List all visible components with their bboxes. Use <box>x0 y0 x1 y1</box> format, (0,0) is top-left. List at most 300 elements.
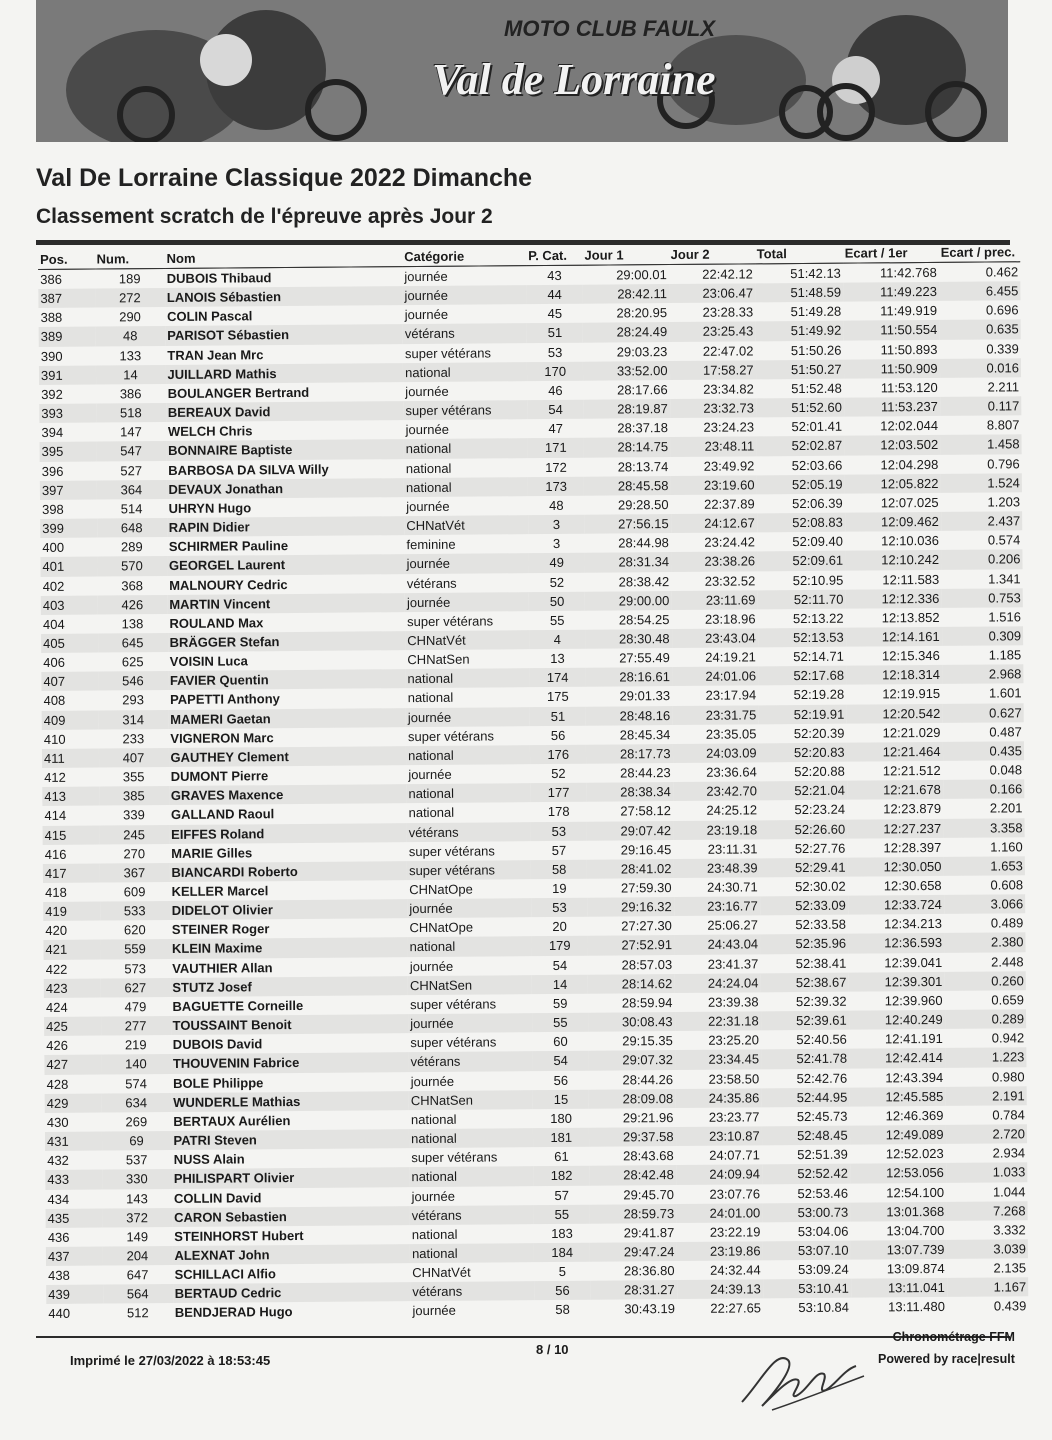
cell-nom: BEREAUX David <box>166 401 404 422</box>
cell-pos: 415 <box>43 825 100 845</box>
cell-jour2: 23:17.94 <box>705 687 757 704</box>
cell-total: 52:44.95 <box>761 1087 849 1107</box>
cell-categorie: national <box>406 783 530 803</box>
cell-total: 52:23.24 <box>794 802 846 818</box>
cell-total: 51:49.92 <box>755 321 843 341</box>
cell-nom: UHRYN Hugo <box>168 500 252 516</box>
cell-num: 339 <box>123 807 145 823</box>
cell-ecart-prec: 1.601 <box>988 685 1022 701</box>
cell-pcat: 59 <box>552 995 568 1011</box>
cell-pcat: 44 <box>526 285 582 305</box>
cell-pcat: 3 <box>528 515 584 535</box>
cell-pos: 390 <box>40 348 63 364</box>
cell-ecart-1er: 12:52.023 <box>885 1146 944 1162</box>
cell-ecart-prec: 0.462 <box>985 264 1019 280</box>
cell-jour2: 23:35.05 <box>705 726 757 742</box>
cell-nom: BERTAUX Aurélien <box>173 1112 291 1129</box>
cell-num: 245 <box>99 825 169 845</box>
cell-jour2: 23:24.23 <box>703 419 755 436</box>
cell-nom: EIFFES Roland <box>169 823 407 844</box>
cell-nom: COLIN Pascal <box>166 308 253 325</box>
cell-nom: VAUTHIER Allan <box>172 959 273 976</box>
cell-jour2: 24:01.06 <box>672 667 758 687</box>
cell-num: 138 <box>121 615 144 632</box>
cell-ecart-1er: 13:09.874 <box>886 1261 945 1277</box>
cell-categorie: national <box>409 1166 533 1186</box>
cell-jour1: 30:43.19 <box>624 1301 675 1317</box>
cell-pos: 428 <box>46 1076 69 1092</box>
cell-nom: BOULANGER Bertrand <box>167 384 310 401</box>
cell-ecart-prec: 0.206 <box>941 550 1023 570</box>
cell-jour2: 24:09.94 <box>676 1165 762 1185</box>
cell-jour1: 28:13.74 <box>617 458 669 475</box>
cell-total: 52:05.19 <box>756 474 844 494</box>
cell-pcat: 55 <box>532 1013 588 1033</box>
cell-nom: NUSS Alain <box>173 1151 245 1168</box>
cell-jour2: 23:16.77 <box>674 897 760 917</box>
cell-num: 559 <box>100 939 170 959</box>
cell-pcat: 53 <box>547 344 563 360</box>
cell-num: 645 <box>98 633 168 653</box>
cell-ecart-1er: 11:42.768 <box>879 264 937 281</box>
cell-categorie: vétérans <box>406 575 457 591</box>
cell-pcat: 183 <box>551 1225 573 1241</box>
cell-ecart-1er: 12:05.822 <box>844 474 940 494</box>
cell-jour2: 23:36.64 <box>706 764 757 780</box>
cell-ecart-prec: 1.160 <box>990 838 1023 855</box>
cell-ecart-prec: 6.455 <box>939 281 1021 301</box>
cell-pcat: 179 <box>532 936 588 956</box>
cell-pcat: 57 <box>551 842 567 858</box>
cell-ecart-1er: 12:21.029 <box>882 724 941 741</box>
cell-jour1: 27:52.91 <box>588 935 674 955</box>
col-header-ecart-prec: Ecart / prec. <box>939 239 1021 262</box>
cell-nom: KLEIN Maxime <box>170 938 408 959</box>
cell-nom: SCHILLACI Alfio <box>174 1266 276 1283</box>
cell-num: 330 <box>102 1169 172 1189</box>
cell-pos: 424 <box>45 999 68 1015</box>
cell-pcat: 174 <box>529 668 585 688</box>
cell-jour1: 28:17.73 <box>586 744 672 764</box>
col-header-total: Total <box>755 241 843 264</box>
cell-jour2: 24:01.00 <box>676 1203 762 1223</box>
cell-total: 53:04.06 <box>797 1223 849 1239</box>
cell-total: 52:48.45 <box>762 1126 850 1146</box>
cell-jour2: 23:58.50 <box>708 1070 760 1087</box>
cell-nom: BERTAUD Cedric <box>173 1282 411 1303</box>
cell-categorie: national <box>406 745 530 765</box>
cell-ecart-1er: 12:34.213 <box>884 916 942 932</box>
cell-categorie: journée <box>407 898 531 918</box>
cell-jour1: 28:38.34 <box>587 782 673 802</box>
cell-jour2: 23:34.82 <box>703 381 754 397</box>
cell-jour2: 23:32.73 <box>670 398 756 418</box>
cell-nom: GAUTHEY Clement <box>168 746 406 767</box>
cell-categorie: national <box>408 937 532 957</box>
cell-num: 204 <box>102 1246 172 1266</box>
cell-ecart-1er: 12:02.044 <box>880 418 939 434</box>
cell-pcat: 58 <box>555 1302 570 1318</box>
cell-pcat: 52 <box>549 574 565 590</box>
cell-nom: MARTIN Vincent <box>167 593 405 614</box>
cell-jour1: 29:00.01 <box>616 267 667 283</box>
cell-jour1: 28:44.23 <box>620 765 671 781</box>
cell-pcat: 176 <box>530 745 586 765</box>
cell-categorie: national <box>404 477 528 497</box>
cell-ecart-prec: 0.166 <box>943 779 1025 799</box>
cell-pos: 392 <box>41 386 63 402</box>
cell-jour1: 29:41.87 <box>623 1224 675 1241</box>
cell-ecart-1er: 11:50.554 <box>843 320 939 340</box>
cell-pcat: 50 <box>529 591 585 611</box>
cell-ecart-1er: 12:11.583 <box>882 571 940 587</box>
cell-total: 52:38.67 <box>760 972 848 992</box>
cell-num: 564 <box>103 1284 173 1304</box>
cell-nom: ROULAND Max <box>169 615 264 631</box>
cell-pcat: 52 <box>551 765 566 782</box>
cell-pos: 393 <box>39 404 96 424</box>
page-subtitle: Classement scratch de l'épreuve après Jour 2 <box>36 205 493 228</box>
cell-pcat: 171 <box>528 438 584 458</box>
cell-total: 52:03.66 <box>791 457 843 473</box>
cell-ecart-prec: 2.448 <box>991 953 1024 970</box>
cell-ecart-1er: 12:28.397 <box>883 839 942 856</box>
cell-total: 52:20.88 <box>794 763 845 780</box>
cell-jour2: 23:49.92 <box>703 457 755 474</box>
cell-total: 52:13.22 <box>792 610 844 626</box>
cell-pcat: 54 <box>532 1051 588 1071</box>
cell-ecart-1er: 11:53.237 <box>844 397 940 417</box>
cell-pos: 420 <box>45 923 68 939</box>
page-title: Val De Lorraine Classique 2022 Dimanche <box>36 164 533 192</box>
cell-categorie: vétérans <box>410 1205 534 1225</box>
cell-ecart-prec: 2.720 <box>946 1124 1028 1144</box>
cell-pcat: 54 <box>527 400 583 420</box>
cell-ecart-prec: 0.696 <box>985 302 1019 318</box>
cell-ecart-prec: 1.516 <box>988 609 1021 625</box>
cell-total: 51:50.26 <box>790 342 842 358</box>
cell-ecart-1er: 12:21.678 <box>847 780 943 800</box>
cell-ecart-prec: 0.608 <box>990 877 1024 893</box>
event-logo-text: Val de Lorraine <box>432 55 716 104</box>
cell-ecart-1er: 12:10.036 <box>881 533 939 549</box>
cell-jour2: 23:10.87 <box>675 1126 761 1146</box>
cell-jour2: 24:35.86 <box>675 1088 761 1108</box>
cell-nom: GALLAND Raoul <box>170 806 275 823</box>
cell-ecart-prec: 2.211 <box>987 379 1020 395</box>
cell-jour1: 28:31.34 <box>585 552 671 572</box>
cell-jour2: 22:27.65 <box>710 1300 762 1317</box>
cell-ecart-1er: 12:21.464 <box>847 742 943 762</box>
cell-num: 537 <box>125 1152 148 1168</box>
cell-nom: THOUVENIN Fabrice <box>171 1053 409 1074</box>
cell-jour1: 29:28.50 <box>617 496 669 513</box>
cell-num: 573 <box>124 960 147 976</box>
cell-total: 53:09.24 <box>798 1261 849 1278</box>
cell-nom: DEVAUX Jonathan <box>166 478 404 499</box>
cell-categorie: national <box>409 1128 533 1148</box>
cell-pos: 429 <box>45 1093 102 1113</box>
cell-jour1: 27:27.30 <box>621 918 672 934</box>
cell-jour1: 28:19.87 <box>584 399 670 419</box>
cell-jour2: 23:42.70 <box>673 782 759 802</box>
cell-jour2: 24:39.13 <box>677 1280 763 1300</box>
cell-categorie: journée <box>410 1073 455 1089</box>
cell-num: 625 <box>121 654 144 670</box>
cell-ecart-prec: 2.135 <box>993 1260 1027 1276</box>
cell-ecart-prec: 8.807 <box>986 417 1020 433</box>
cell-pos: 401 <box>40 557 97 577</box>
cell-categorie: feminine <box>406 536 456 553</box>
cell-pos: 395 <box>40 442 97 462</box>
cell-pcat: 45 <box>547 306 563 322</box>
cell-pcat: 55 <box>534 1204 590 1224</box>
cell-ecart-1er: 12:03.502 <box>844 435 940 455</box>
cell-pos: 440 <box>48 1306 71 1322</box>
cell-pos: 407 <box>41 672 98 692</box>
cell-ecart-1er: 12:19.915 <box>882 686 941 702</box>
cell-num: 189 <box>118 271 141 287</box>
cell-pos: 400 <box>42 539 65 556</box>
cell-total: 53:10.41 <box>763 1279 851 1299</box>
cell-total: 52:29.41 <box>759 858 847 878</box>
cell-jour2: 23:19.86 <box>676 1241 762 1261</box>
cell-categorie: super vétérans <box>408 843 495 859</box>
cell-pos: 430 <box>46 1114 69 1130</box>
cell-jour2: 23:31.75 <box>672 705 758 725</box>
cell-total: 52:51.39 <box>797 1146 848 1163</box>
cell-jour1: 28:17.66 <box>617 381 668 398</box>
cell-jour1: 28:44.26 <box>622 1071 674 1087</box>
cell-categorie: CHNatOpe <box>409 881 473 898</box>
cell-jour1: 29:03.23 <box>616 343 668 360</box>
cell-pos: 419 <box>43 902 100 922</box>
cell-ecart-1er: 12:18.314 <box>846 665 942 685</box>
cell-pos: 412 <box>44 769 66 786</box>
cell-jour2: 23:22.19 <box>709 1224 761 1240</box>
cell-nom: CARON Sebastien <box>172 1206 410 1227</box>
cell-pos: 394 <box>41 425 64 441</box>
cell-ecart-prec: 1.458 <box>940 435 1022 455</box>
cell-pcat: 5 <box>558 1264 566 1280</box>
cell-num: 293 <box>122 692 144 708</box>
cell-pos: 404 <box>42 616 65 632</box>
cell-jour1: 28:42.48 <box>590 1165 676 1185</box>
cell-total: 53:00.73 <box>762 1202 850 1222</box>
cell-jour2: 24:43.04 <box>674 935 760 955</box>
powered-by: Powered by race|result <box>878 1352 1015 1366</box>
cell-pcat: 54 <box>552 957 568 973</box>
cell-pos: 431 <box>45 1132 102 1152</box>
cell-ecart-prec: 1.167 <box>947 1278 1029 1298</box>
cell-jour1: 29:47.24 <box>590 1242 676 1262</box>
cell-pcat: 43 <box>547 267 562 284</box>
cell-nom: FAVIER Quentin <box>168 669 406 690</box>
cell-jour2: 23:18.96 <box>704 611 756 627</box>
cell-jour1: 29:37.58 <box>589 1127 675 1147</box>
cell-num: 574 <box>125 1075 147 1091</box>
cell-nom: DUMONT Pierre <box>170 768 269 785</box>
cell-num: 364 <box>96 480 166 500</box>
cell-num: 407 <box>98 748 168 768</box>
cell-categorie: CHNatVét <box>404 515 528 535</box>
handwritten-signature <box>732 1340 872 1416</box>
cell-ecart-1er: 12:49.089 <box>850 1125 946 1145</box>
cell-jour1: 33:52.00 <box>583 361 669 381</box>
cell-ecart-1er: 12:54.100 <box>886 1184 945 1200</box>
cell-ecart-prec: 0.048 <box>989 762 1023 778</box>
cell-pos: 433 <box>45 1170 102 1190</box>
cell-jour1: 28:16.61 <box>586 667 672 687</box>
cell-jour1: 28:42.11 <box>583 284 669 304</box>
cell-categorie: CHNatVét <box>412 1264 471 1281</box>
cell-total: 52:19.91 <box>758 704 846 724</box>
cell-total: 52:39.32 <box>795 993 847 1010</box>
cell-total: 52:02.87 <box>756 436 844 456</box>
cell-pos: 403 <box>41 595 98 615</box>
cell-ecart-prec: 0.260 <box>944 971 1026 991</box>
cell-ecart-1er: 12:10.242 <box>845 550 941 570</box>
cell-ecart-prec: 0.942 <box>991 1030 1025 1046</box>
cell-nom: PAPETTI Anthony <box>170 691 280 708</box>
cell-jour2: 24:19.21 <box>705 649 756 665</box>
cell-ecart-prec: 2.191 <box>945 1086 1027 1106</box>
cell-num: 272 <box>95 288 165 308</box>
cell-ecart-1er: 12:21.512 <box>882 762 941 779</box>
cell-num: 290 <box>119 309 141 325</box>
cell-categorie: journée <box>402 285 526 305</box>
cell-ecart-1er: 12:13.852 <box>881 609 940 626</box>
cell-pos: 391 <box>39 365 96 385</box>
cell-nom: JUILLARD Mathis <box>165 363 403 384</box>
cell-jour2: 23:11.69 <box>671 590 757 610</box>
cell-nom: TRAN Jean Mrc <box>167 346 264 363</box>
cell-jour2: 23:48.39 <box>673 858 759 878</box>
col-header-pos: Pos. <box>38 247 95 270</box>
cell-ecart-1er: 12:39.960 <box>884 992 943 1009</box>
cell-jour1: 29:00.00 <box>585 591 671 611</box>
cell-categorie: super vétérans <box>404 345 492 361</box>
cell-pcat: 180 <box>550 1110 573 1126</box>
cell-pcat: 184 <box>534 1243 590 1263</box>
cell-categorie: journée <box>412 1303 456 1319</box>
cell-nom: TOUSSAINT Benoit <box>171 1014 409 1035</box>
cell-ecart-prec: 1.185 <box>988 647 1022 663</box>
cell-jour2: 23:19.18 <box>673 820 759 840</box>
cell-ecart-1er: 13:11.480 <box>888 1299 946 1315</box>
cell-pos: 418 <box>45 884 67 900</box>
cell-pcat: 170 <box>527 362 583 382</box>
cell-jour1: 29:16.45 <box>620 841 672 858</box>
cell-ecart-prec: 1.524 <box>940 473 1022 493</box>
cell-ecart-prec: 0.796 <box>987 455 1020 472</box>
cell-nom: STEINER Roger <box>171 921 270 938</box>
cell-pos: 426 <box>46 1038 69 1054</box>
cell-num: 219 <box>124 1037 147 1053</box>
cell-num: 133 <box>119 347 142 363</box>
cell-nom: STEINHORST Hubert <box>174 1227 304 1244</box>
cell-categorie: super vétérans <box>410 996 497 1013</box>
cell-ecart-1er: 12:14.161 <box>846 627 942 647</box>
cell-jour2: 23:11.31 <box>707 841 758 857</box>
cell-jour2: 23:39.38 <box>707 994 759 1010</box>
cell-ecart-prec: 0.487 <box>989 724 1022 740</box>
cell-categorie: super vétérans <box>407 728 495 744</box>
cell-pos: 416 <box>44 846 67 862</box>
cell-jour2: 23:28.33 <box>702 304 754 321</box>
cell-ecart-1er: 12:39.041 <box>884 954 943 970</box>
cell-categorie: CHNatSen <box>409 1090 533 1110</box>
cell-pos: 411 <box>42 748 99 768</box>
cell-nom: PATRI Steven <box>171 1129 409 1150</box>
cell-nom: BIANCARDI Roberto <box>169 861 407 882</box>
cell-ecart-prec: 0.574 <box>987 532 1021 548</box>
cell-pos: 438 <box>48 1267 70 1284</box>
cell-nom: PARISOT Sébastien <box>165 325 403 346</box>
cell-total: 52:01.41 <box>791 418 843 435</box>
cell-categorie: national <box>408 805 455 821</box>
cell-pcat: 173 <box>528 476 584 496</box>
cell-categorie: journée <box>404 307 449 323</box>
cell-pos: 435 <box>46 1208 103 1228</box>
cell-categorie: national <box>403 362 527 382</box>
cell-categorie: vétérans <box>403 324 527 344</box>
cell-jour1: 28:59.94 <box>621 994 673 1011</box>
cell-total: 52:27.76 <box>794 840 846 856</box>
cell-pos: 397 <box>40 480 97 500</box>
cell-categorie: CHNatOpe <box>409 919 474 936</box>
cell-categorie: journée <box>408 1013 532 1033</box>
cell-ecart-1er: 12:53.056 <box>850 1163 946 1183</box>
cell-num: 634 <box>101 1093 171 1113</box>
cell-ecart-prec: 0.016 <box>939 358 1021 378</box>
cell-jour1: 29:45.70 <box>623 1186 675 1202</box>
cell-pcat: 46 <box>548 382 563 398</box>
cell-jour2: 17:58.27 <box>669 360 755 380</box>
cell-pos: 398 <box>42 501 64 517</box>
cell-categorie: national <box>410 1243 534 1263</box>
cell-jour1: 28:14.75 <box>584 437 670 457</box>
cell-jour2: 23:25.43 <box>669 322 755 342</box>
cell-total: 52:17.68 <box>758 666 846 686</box>
cell-pcat: 47 <box>548 421 563 437</box>
cell-ecart-1er: 12:23.879 <box>883 801 942 817</box>
cell-num: 355 <box>122 769 145 785</box>
cell-pcat: 55 <box>549 612 565 628</box>
cell-ecart-prec: 0.439 <box>993 1298 1027 1314</box>
cell-num: 547 <box>96 441 166 461</box>
cell-ecart-prec: 0.489 <box>990 915 1024 931</box>
cell-ecart-1er: 12:41.191 <box>884 1031 943 1047</box>
results-body <box>38 262 1028 1324</box>
cell-pcat: 172 <box>545 459 567 475</box>
cell-ecart-1er: 12:45.585 <box>849 1087 945 1107</box>
cell-nom: BOLE Philippe <box>173 1074 264 1091</box>
cell-jour2: 22:31.18 <box>675 1011 761 1031</box>
cell-nom: VOISIN Luca <box>169 653 248 670</box>
cell-num: 277 <box>101 1016 171 1036</box>
cell-num: 143 <box>126 1190 148 1206</box>
cell-jour2: 24:03.09 <box>672 743 758 763</box>
cell-total: 52:06.39 <box>792 495 843 511</box>
cell-jour1: 28:37.18 <box>617 420 669 436</box>
cell-total: 52:33.09 <box>760 896 848 916</box>
cell-categorie: journée <box>404 268 448 285</box>
col-header-jour1: Jour 1 <box>582 242 668 265</box>
cell-nom: COLLIN David <box>173 1189 262 1206</box>
cell-ecart-1er: 13:07.739 <box>850 1240 946 1260</box>
cell-ecart-1er: 12:30.050 <box>847 857 943 877</box>
